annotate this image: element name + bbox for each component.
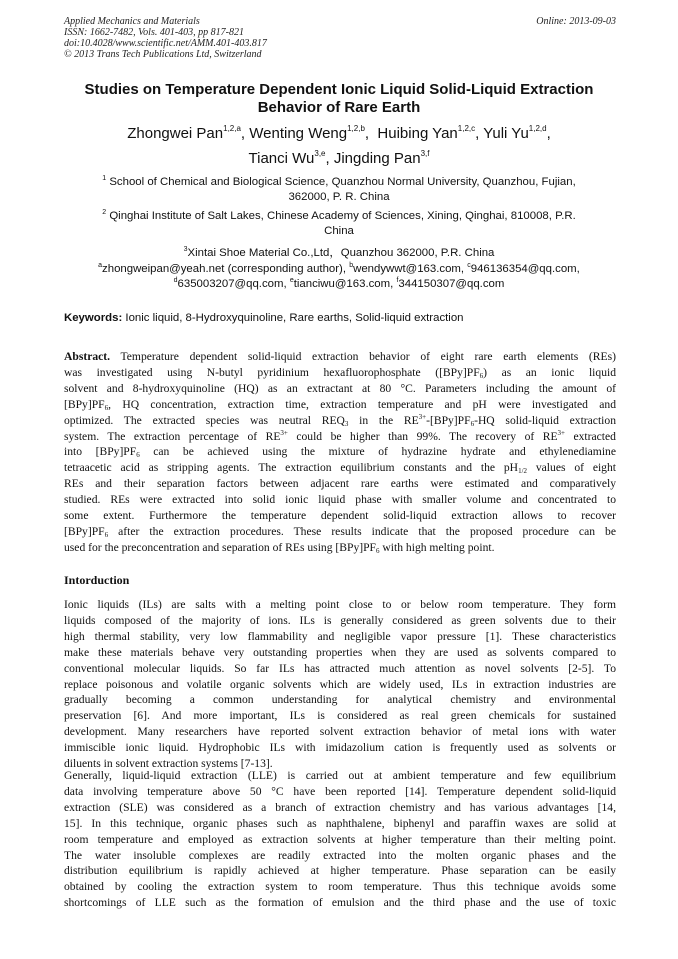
author-affil: 1,2,d <box>528 124 547 133</box>
author-name: Tianci Wu <box>248 150 315 167</box>
email-d: 635003207@qq.com, <box>177 278 287 290</box>
title-line-2: Behavior of Rare Earth <box>257 99 421 116</box>
journal-header <box>64 16 616 60</box>
author-name: Jingding Pan <box>333 150 421 167</box>
email-a: zhongweipan@yeah.net (corresponding author), <box>102 263 347 275</box>
email-c: 946136354@qq.com, <box>470 263 580 275</box>
email-list: $^a$zhongweipan@yeah.net (corresponding author), $^b$wendywwt@163.com, $^c$946136354@qq.com, $^d$635003207@qq.com, $^e$tianciwu@163.com, $^f$344150307@qq.com <box>98 262 580 290</box>
title-line-1: Studies on Temperature Dependent Ionic Liquid Solid-Liquid Extraction <box>84 81 594 98</box>
author-list <box>40 121 638 171</box>
author-line-1: Zhongwei Pan$^{1,2,a}$, Wenting Weng$^{1,2,b}$, Huibing Yan$^{1,2,c}$, Yuli Yu$^{1,2,d}$, <box>127 124 551 142</box>
affiliation-number: 3 <box>183 246 188 253</box>
abstract-label: Abstract. <box>64 350 111 363</box>
author-name: Yuli Yu <box>483 125 529 142</box>
keywords-text: Ionic liquid, 8-Hydroxyquinoline, Rare earths, Solid-liquid extraction <box>125 312 464 324</box>
intro-paragraph-2: Generally, liquid-liquid extraction (LLE) is carried out at ambient temperature and few equilibrium data involving temperature above 50 °C have been reported [14]. Temperature dependent solid-liquid extraction (SLE) was considered as a branch of extraction chemistry and has various advantages [14, 15]. In this technique, organic phases such as naphthalene, biphenyl and paraffin waxes are solid at room temperature and employed as extraction solvents at higher temperature than their melting point. The water insoluble complexes are readily extracted into the molten organic phases and the distribution equilibrium is rapidly achieved at higher temperature. Phase separation can be easily obtained by cooling the extraction system to room temperature. Thus this technique avoids some shortcomings of LLE such as the formation of emulsion and the third phase and the use of toxic <box>64 769 616 910</box>
affiliation-2 <box>60 209 618 239</box>
author-name: Zhongwei Pan <box>127 125 224 142</box>
online-date: Online: 2013-09-03 <box>536 16 616 27</box>
issn-line: ISSN: 1662-7482, Vols. 401-403, pp 817-821 <box>64 27 244 38</box>
email-e: tianciwu@163.com, <box>293 278 394 290</box>
affiliation-text: China <box>324 225 354 237</box>
abstract: Abstract. Temperature dependent solid-liquid extraction behavior of eight rare earth elements (REs) was investigated using N-butyl pyridinium hexafluorophosphate $([BPy]PF_6)$ as an ionic liquid solvent and 8-hydroxyquinoline (HQ) as an extractant at 80 °C. Parameters including the amount of $[BPy]PF_6$, HQ concentration, extraction time, extraction temperature and pH were investigated and optimized. The extracted species was neutral $REQ_3$ in the $RE^{3+}-[BPy]PF_6-HQ$ solid-liquid extraction system. The extraction percentage of $RE^{3+}$ could be higher than 99%. The recovery of $RE^{3+}$ extracted into $[BPy]PF_6$ can be achieved using the mixture of hydrazine hydrate and ethylenediamine tetraacetic acid as stripping agents. The extraction equilibrium constants and the $pH_{1/2}$ values of eight REs and their separation factors between adjacent rare earths were estimated and comparatively studied. REs were extracted into solid ionic liquid phase with smaller volume and concentrated to some extent. Furthermore the temperature dependent solid-liquid extraction allows to recover $[BPy]PF_6$ after the extraction procedures. These results indicate that the proposed procedure can be used for the preconcentration and separation of REs using $[BPy]PF_6$ with high melting point. <box>64 350 617 555</box>
doi-line: doi:10.4028/www.scientific.net/AMM.401-403.817 <box>64 38 267 49</box>
intro-paragraph-1: Ionic liquids (ILs) are salts with a melting point close to or below room temperature. They form liquids composed of the majority of ions. ILs is generally considered as green solvents due to their high thermal stability, very low flammability and negligible vapor pressure [1]. These characteristics make these materials behave very outstanding properties when they are used as solvents compared to conventional molecular liquids. So far ILs has attracted much attention as novel solvents [2-5]. To replace poisonous and volatile organic solvents which are widely used, ILs in extraction industries are gradually becoming a common understanding for analytical chemistry and environmental preservation [6]. And more important, ILs is considered as real green chemicals for sustained development. Many researchers have reported solvent extraction behavior of metal ions with water immiscible ionic liquid. Hydrophobic ILs with imidazolium cation is frequently used as solvents or diluents in solvent extraction systems [7-13]. <box>64 598 616 771</box>
affiliation-text: 362000, P. R. China <box>288 191 390 203</box>
author-affil: 3,f <box>420 149 430 158</box>
author-name: Huibing Yan <box>377 125 458 142</box>
author-affil: 1,2,a <box>223 124 241 133</box>
paper-title <box>40 81 638 117</box>
author-name: Wenting Weng <box>249 125 348 142</box>
author-affil: 1,2,b <box>347 124 365 133</box>
author-affil: 3,e <box>314 149 326 158</box>
keywords-label: Keywords: <box>64 312 123 324</box>
affiliation-3 <box>60 246 618 261</box>
keywords <box>64 311 616 326</box>
affiliation-text: Xintai Shoe Material Co.,Ltd，Quanzhou 362000, P.R. China <box>187 247 495 259</box>
section-heading-introduction: Intorduction <box>64 573 130 587</box>
author-line-2: Tianci Wu$^{3,e}$, Jingding Pan$^{3,f}$ <box>248 149 430 167</box>
email-b: wendywwt@163.com, <box>353 263 465 275</box>
email-f: 344150307@qq.com <box>398 278 505 290</box>
affiliation-text: Qinghai Institute of Salt Lakes, Chinese Academy of Sciences, Xining, Qinghai, 810008, P.R. <box>109 210 576 222</box>
affiliation-1 <box>60 175 618 205</box>
affiliation-text: School of Chemical and Biological Science, Quanzhou Normal University, Quanzhou, Fujian, <box>109 176 576 188</box>
journal-name: Applied Mechanics and Materials <box>64 16 200 27</box>
copyright-line: © 2013 Trans Tech Publications Ltd, Switzerland <box>64 49 262 60</box>
affiliation-number: 2 <box>102 209 107 216</box>
affiliation-number: 1 <box>102 175 107 182</box>
author-affil: 1,2,c <box>457 124 476 133</box>
